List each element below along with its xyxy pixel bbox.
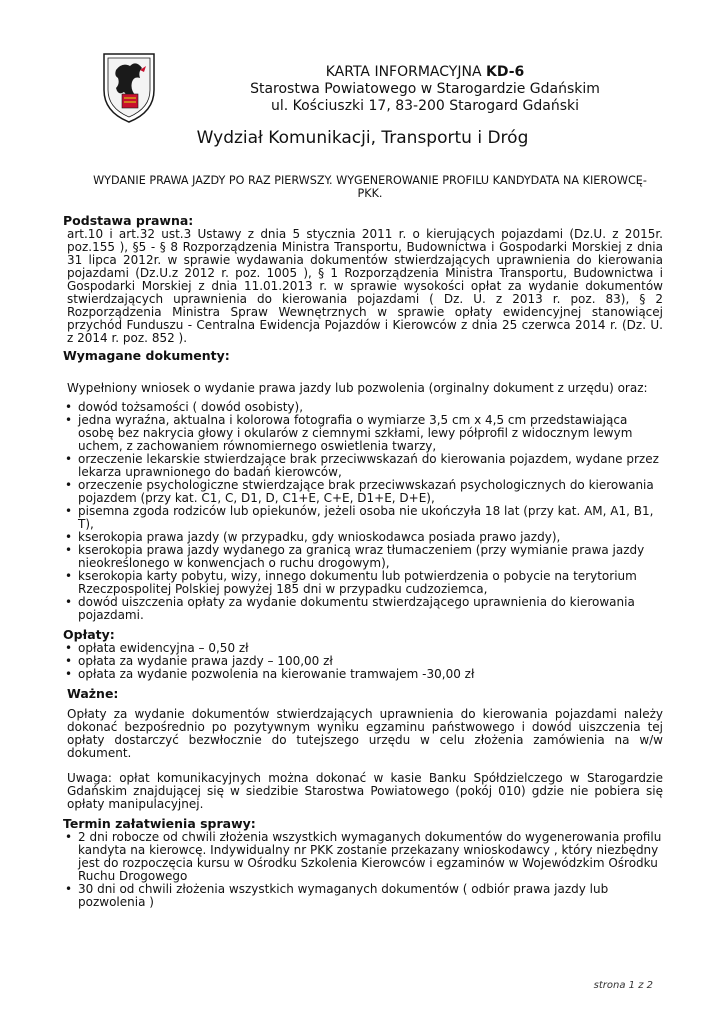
required-documents-heading: Wymagane dokumenty: [63, 348, 230, 363]
card-heading [200, 64, 650, 81]
list-item: • pisemna zgoda rodziców lub opiekunów, jeżeli osoba nie ukończyła 18 lat (przy kat. AM, A1, B1, T), [63, 505, 663, 531]
list-item: • kserokopia karty pobytu, wizy, innego dokumentu lub potwierdzenia o pobycie na terytorium Rzeczpospolitej Polskiej powyżej 185 dni w przypadku cudzoziemca, [63, 570, 663, 596]
document-body [63, 214, 663, 909]
legal-basis-text: art.10 i art.32 ust.3 Ustawy z dnia 5 stycznia 2011 r. o kierujących pojazdami (Dz.U. z 2015r. poz.155 ), §5 - § 8 Rozporządzenia Ministra Transportu, Budownictwa i Gospodarki Morskiej z dnia 31 lipca 2012r. w sprawie wydawania dokumentów stwierdzających uprawnienia do kierowania pojazdami (Dz.U.z 2012 r. poz. 1005 ), § 1 Rozporządzenia Ministra Transportu, Budownictwa i Gospodarki Morskiej z dnia 11.01.2013 r. w sprawie wysokości opłat za wydanie dokumentów stwierdzających uprawnienia do kierowania pojazdami ( Dz. U. z 2013 r. poz. 83), § 2 Rozporządzenia Ministra Spraw Wewnętrznych w sprawie opłaty ewidencyjnej stanowiącej przychód Funduszu - Centralna Ewidencja Pojazdów i Kierowców z dnia 25 czerwca 2014 r. (Dz. U. z 2014 r. poz. 852 ). [67, 227, 663, 345]
payment-note: Uwaga: opłat komunikacyjnych można dokonać w kasie Banku Spółdzielczego w Starogardzie Gdańskim znajdującej się w siedzibie Starostwa Powiatowego (pokój 010) gdzie nie pobiera się opłaty manipulacyjnej. [67, 771, 663, 811]
list-item: • orzeczenie lekarskie stwierdzające brak przeciwwskazań do kierowania pojazdem, wydane przez lekarza uprawnionego do badań kierowców, [63, 453, 663, 479]
list-item: • dowód tożsamości ( dowód osobisty), [63, 401, 663, 414]
document-title: WYDANIE PRAWA JAZDY PO RAZ PIERWSZY. WYGENEROWANIE PROFILU KANDYDATA NA KIEROWCĘ- PKK. [93, 174, 647, 200]
list-item: • kserokopia prawa jazdy wydanego za granicą wraz tłumaczeniem (przy wymianie prawa jazdy nieokreślonego w konwencjach o ruchu drogowym), [63, 544, 663, 570]
page-number: strona 1 z 2 [593, 980, 653, 991]
processing-time-heading: Termin załatwienia sprawy: [63, 816, 256, 831]
list-item: • jedna wyraźna, aktualna i kolorowa fotografia o wymiarze 3,5 cm x 4,5 cm przedstawiająca osobę bez nakrycia głowy i okularów z ciemnymi szkłami, lewy półprofil z widocznym lewym uchem, z zachowaniem równomiernego oswietlenia twarzy, [63, 414, 663, 453]
card-prefix: KARTA INFORMACYJNA [325, 64, 482, 80]
fees-heading: Opłaty: [63, 627, 115, 642]
important-heading: Ważne: [67, 686, 119, 701]
list-item: • opłata za wydanie prawa jazdy – 100,00 zł [63, 655, 663, 668]
header [200, 64, 650, 115]
list-item: • orzeczenie psychologiczne stwierdzające brak przeciwwskazań psychologicznych do kierowania pojazdem (przy kat. C1, C, D1, D, C1+E, C+E, D1+E, D+E), [63, 479, 663, 505]
department-name: Wydział Komunikacji, Transportu i Dróg [196, 128, 529, 148]
list-item: • 30 dni od chwili złożenia wszystkich wymaganych dokumentów ( odbiór prawa jazdy lub pozwolenia ) [63, 883, 663, 909]
card-code: KD-6 [485, 64, 525, 80]
office-address: ul. Kościuszki 17, 83-200 Starogard Gdański [270, 98, 580, 114]
required-documents-intro: Wypełniony wniosek o wydanie prawa jazdy lub pozwolenia (orginalny dokument z urzędu) oraz: [67, 381, 648, 395]
list-item: • dowód uiszczenia opłaty za wydanie dokumentu stwierdzającego uprawnienia do kierowania pojazdami. [63, 596, 663, 622]
required-documents-list [63, 401, 663, 622]
important-paragraph: Opłaty za wydanie dokumentów stwierdzających uprawnienia do kierowania pojazdami należy dokonać bezpośrednio po pozytywnym wyniku egzaminu państwowego i dowód uiszczenia tej opłaty dostarczyć bezwłocznie do tutejszego urzędu w celu złożenia zamówienia na w/w dokument. [67, 707, 663, 760]
list-item: • kserokopia prawa jazdy (w przypadku, gdy wnioskodawca posiada prawo jazdy), [63, 531, 663, 544]
legal-basis-heading: Podstawa prawna: [63, 213, 194, 228]
list-item: • opłata ewidencyjna – 0,50 zł [63, 642, 663, 655]
list-item: • opłata za wydanie pozwolenia na kierowanie tramwajem -30,00 zł [63, 668, 663, 681]
fees-list [63, 642, 663, 681]
processing-time-list [63, 831, 663, 909]
list-item: • 2 dni robocze od chwili złożenia wszystkich wymaganych dokumentów do wygenerowania profilu kandyta na kierowcę. Indywidualny nr PKK zostanie przekazany wnioskodawcy , który niezbędny jest do rozpoczęcia kursu w Ośrodku Szkolenia Kierowców i egzaminów w Wojewódzkim Ośrodku Ruchu Drogowego [63, 831, 663, 883]
office-name: Starostwa Powiatowego w Starogardzie Gdańskim [250, 81, 600, 97]
crest-icon [100, 50, 158, 124]
